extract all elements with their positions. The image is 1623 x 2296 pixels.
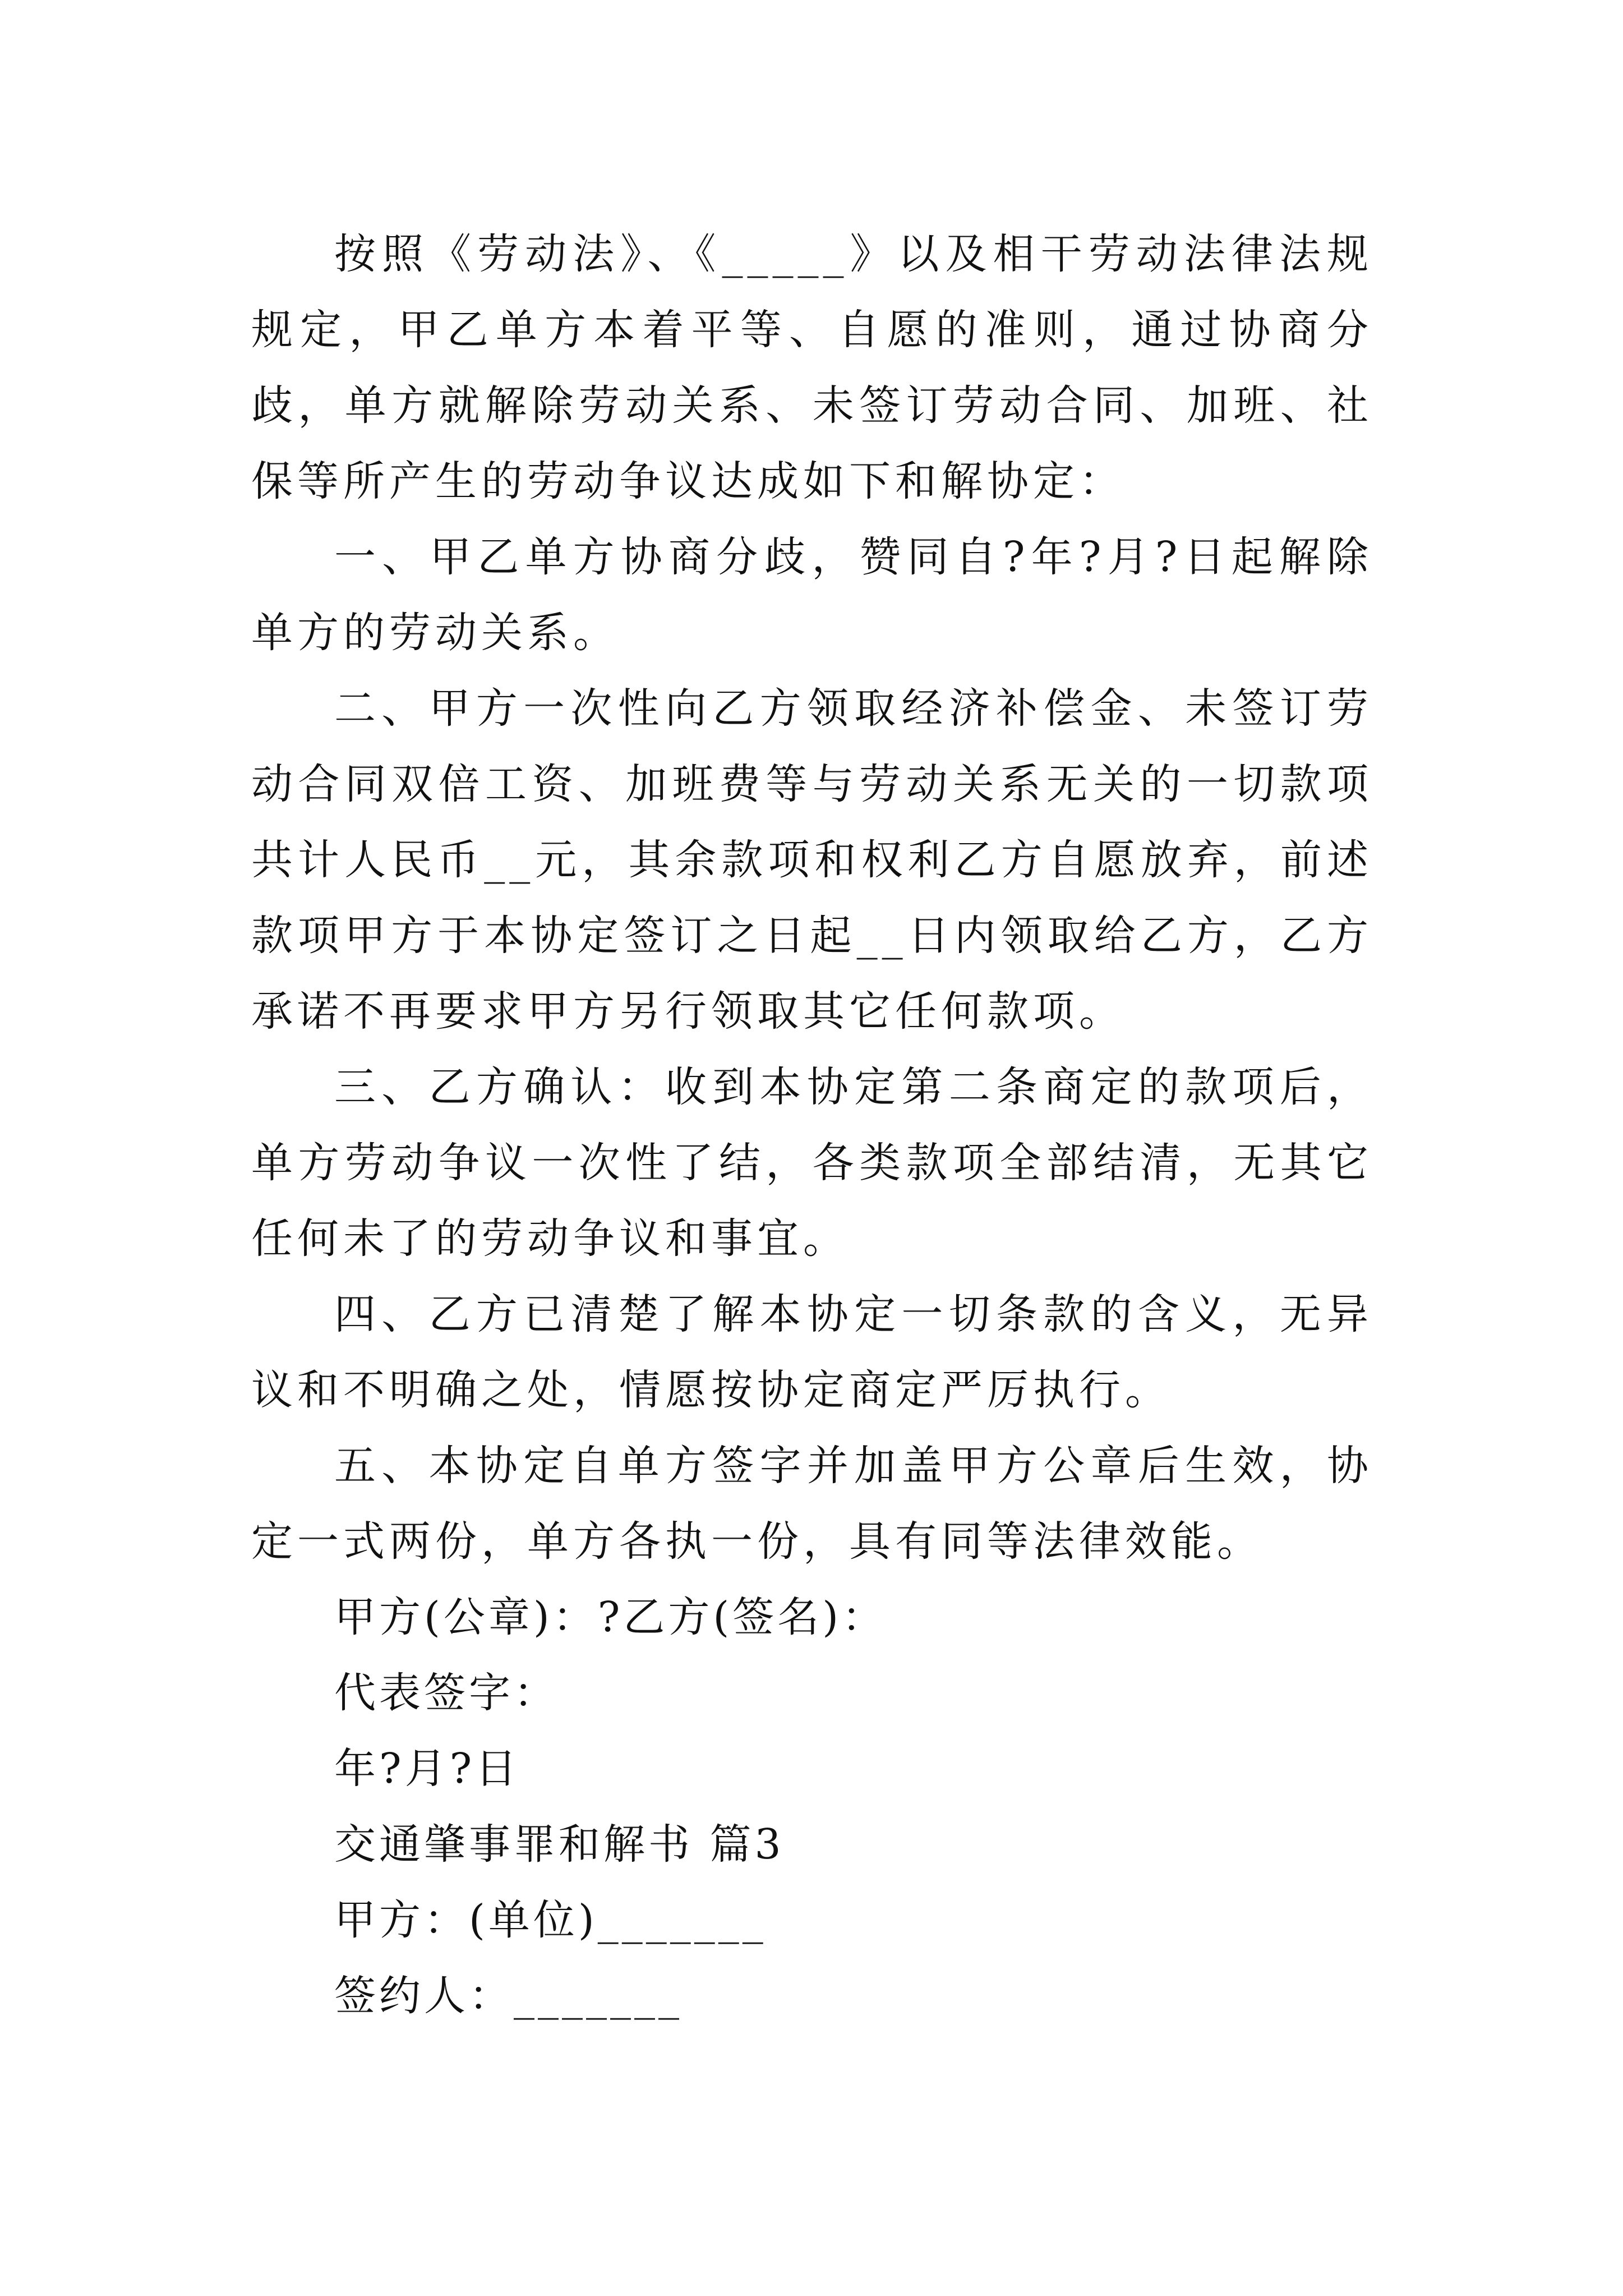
party-signature-line: 甲方(公章)：?乙方(签名)： — [334, 1593, 887, 1641]
clause-1: 一、甲乙单方协商分歧，赞同自?年?月?日起解除单方的劳动关系。 — [251, 533, 1373, 657]
clause-3: 三、乙方确认：收到本协定第二条商定的款项后，单方劳动争议一次性了结，各类款项全部结清，无其它任何未了的劳动争议和事宜。 — [251, 1063, 1373, 1263]
party-a-unit-line: 甲方：(单位)_______ — [334, 1896, 767, 1944]
date-line: 年?月?日 — [334, 1745, 520, 1793]
clause-4: 四、乙方已清楚了解本协定一切条款的含义，无异议和不明确之处，情愿按协定商定严厉执行。 — [251, 1290, 1373, 1414]
clause-5: 五、本协定自单方签字并加盖甲方公章后生效，协定一式两份，单方各执一份，具有同等法律效能。 — [251, 1442, 1373, 1566]
clause-2: 二、甲方一次性向乙方领取经济补偿金、未签订劳动合同双倍工资、加班费等与劳动关系无关的一切款项共计人民币__元，其余款项和权利乙方自愿放弃，前述款项甲方于本协定签订之日起__日内领取给乙方，乙方承诺不再要求甲方另行领取其它任何款项。 — [251, 684, 1373, 1036]
representative-signature-line: 代表签字： — [334, 1669, 559, 1717]
section-heading: 交通肇事罪和解书 篇3 — [334, 1820, 785, 1869]
document-body — [251, 217, 1373, 2034]
intro-paragraph: 按照《劳动法》、《_____》以及相干劳动法律法规规定，甲乙单方本着平等、自愿的准则，通过协商分歧，单方就解除劳动关系、未签订劳动合同、加班、社保等所产生的劳动争议达成如下和解协定： — [251, 230, 1373, 505]
signatory-line: 签约人：_______ — [334, 1972, 683, 2020]
